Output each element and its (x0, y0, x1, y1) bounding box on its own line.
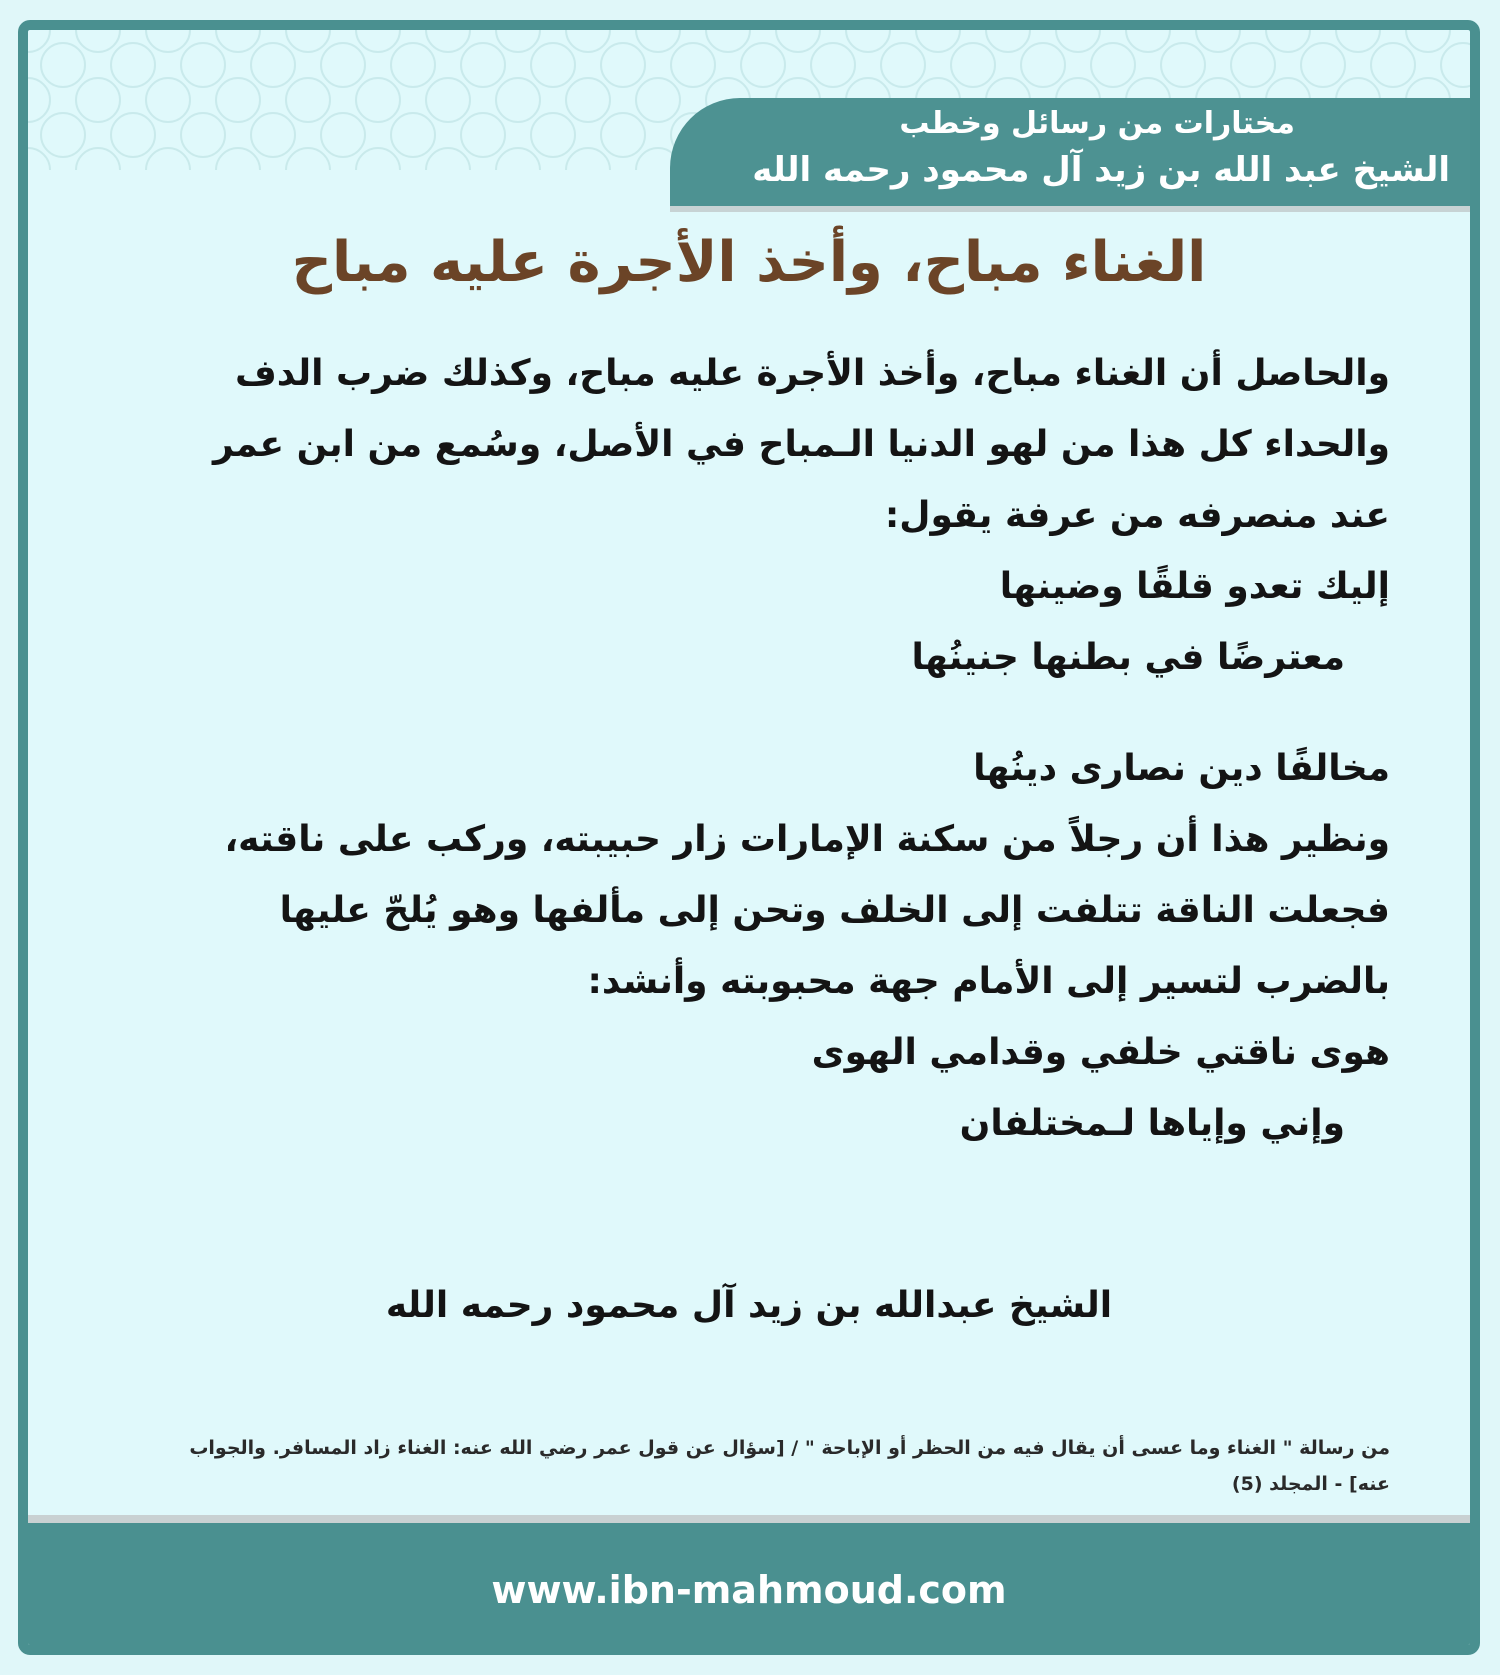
verse-line: معترضًا في بطنها جنينُها (911, 637, 1345, 678)
paragraph-gap (100, 693, 1390, 733)
article-body (100, 338, 1390, 1159)
body-line: والحاصل أن الغناء مباح، وأخذ الأجرة عليه مباح، وكذلك ضرب الدف (234, 353, 1390, 394)
body-line: عند منصرفه من عرفة يقول: (884, 495, 1390, 536)
header-collection-title: مختارات من رسائل وخطب (899, 106, 1295, 141)
signature: الشيخ عبدالله بن زيد آل محمود رحمه الله (385, 1285, 1113, 1326)
source-line: من رسالة " الغناء وما عسى أن يقال فيه من الحظر أو الإباحة " / [سؤال عن قول عمر رضي الله عنه: الغناء زاد المسافر. والجواب (189, 1437, 1390, 1459)
body-line: بالضرب لتسير إلى الأمام جهة محبوبته وأنشد: (587, 961, 1390, 1002)
verse-line: هوى ناقتي خلفي وقدامي الهوى (811, 1032, 1390, 1073)
verse-line: مخالفًا دين نصارى دينُها (973, 748, 1390, 789)
body-line: ونظير هذا أن رجلاً من سكنة الإمارات زار حبيبته، وركب على ناقته، (224, 819, 1390, 860)
body-line: فجعلت الناقة تتلفت إلى الخلف وتحن إلى مألفها وهو يُلحّ عليها (279, 890, 1390, 931)
page-frame (18, 20, 1480, 1655)
footer-band (28, 1523, 1470, 1645)
body-line: والحداء كل هذا من لهو الدنيا الـمباح في الأصل، وسُمع من ابن عمر (213, 424, 1390, 465)
header-band (670, 98, 1470, 206)
header-author: الشيخ عبد الله بن زيد آل محمود رحمه الله (752, 150, 1450, 190)
source-citation (100, 1430, 1390, 1502)
article-title: الغناء مباح، وأخذ الأجرة عليه مباح (291, 230, 1207, 295)
verse-line: وإني وإياها لـمختلفان (959, 1103, 1345, 1144)
footer-separator (28, 1515, 1470, 1523)
website-link[interactable]: www.ibn-mahmoud.com (491, 1568, 1007, 1612)
source-line: عنه] - المجلد (5) (1231, 1473, 1390, 1495)
verse-line: إليك تعدو قلقًا وضينها (999, 566, 1390, 607)
